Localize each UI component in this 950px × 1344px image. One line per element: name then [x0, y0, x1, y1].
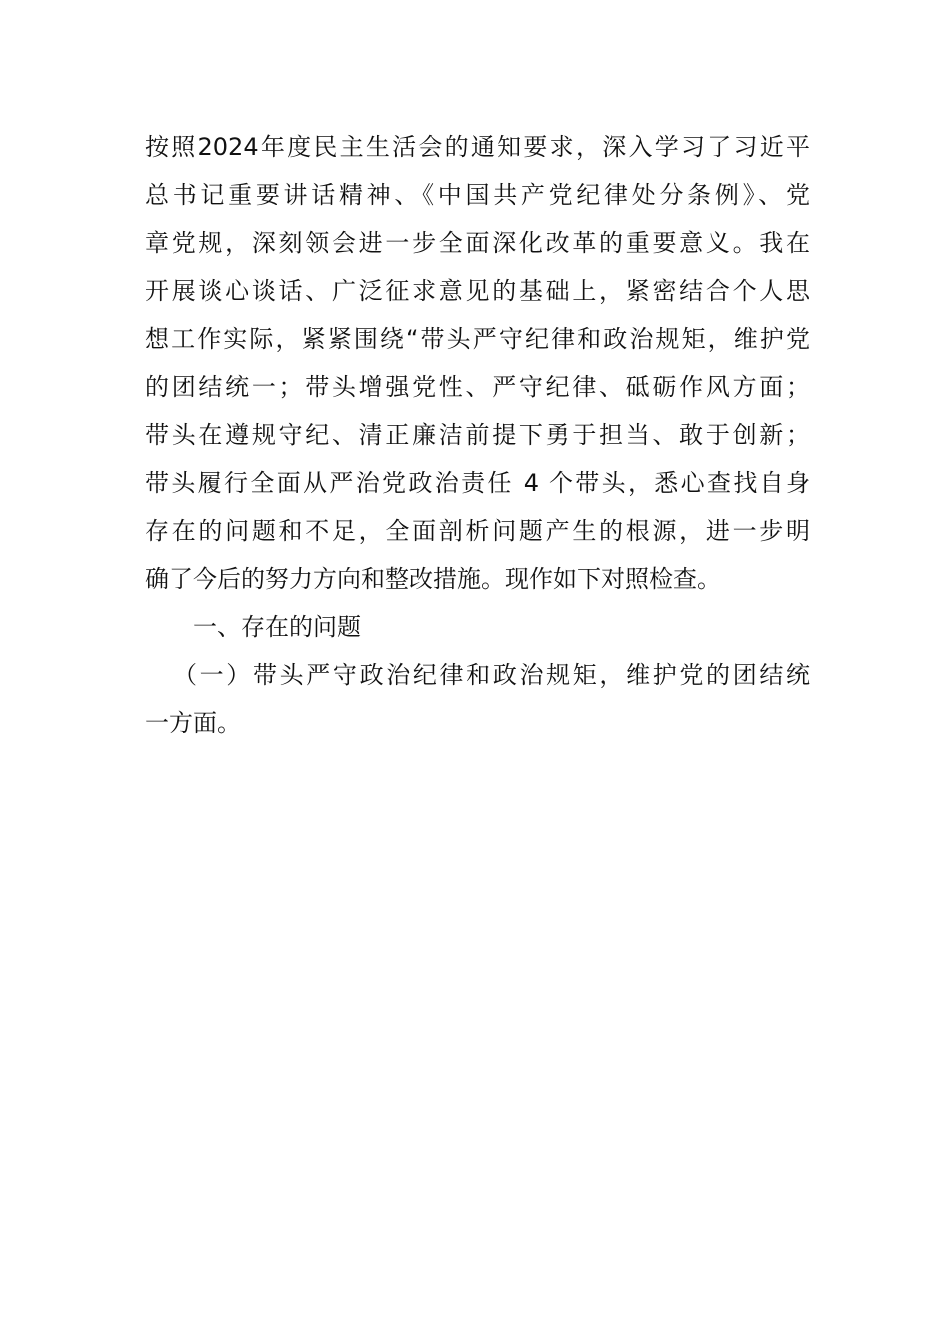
paragraph-line: 开展谈心谈话、广泛征求意见的基础上，紧密结合个人思 — [145, 277, 810, 305]
paragraph-line: 带头履行全面从严治党政治责任 4 个带头，悉心查找自身 — [145, 469, 810, 497]
paragraph-line: 带头在遵规守纪、清正廉洁前提下勇于担当、敢于创新； — [145, 421, 810, 449]
document-body — [145, 123, 810, 747]
subsection-heading-line: （一）带头严守政治纪律和政治规矩，维护党的团结统 — [173, 661, 810, 689]
paragraph-line: 总书记重要讲话精神、《中国共产党纪律处分条例》、党 — [145, 181, 810, 209]
paragraph-line: 按照2024年度民主生活会的通知要求，深入学习了习近平 — [145, 133, 810, 161]
paragraph-line: 章党规，深刻领会进一步全面深化改革的重要意义。我在 — [145, 229, 810, 257]
paragraph-line: 确了今后的努力方向和整改措施。现作如下对照检查。 — [145, 565, 721, 593]
subsection-heading-line: 一方面。 — [145, 709, 241, 737]
paragraph-line: 的团结统一；带头增强党性、严守纪律、砥砺作风方面； — [145, 373, 810, 401]
paragraph-line: 存在的问题和不足，全面剖析问题产生的根源，进一步明 — [145, 517, 810, 545]
paragraph-line: 想工作实际，紧紧围绕“带头严守纪律和政治规矩，维护党 — [145, 325, 810, 353]
section-heading: 一、存在的问题 — [193, 613, 361, 641]
